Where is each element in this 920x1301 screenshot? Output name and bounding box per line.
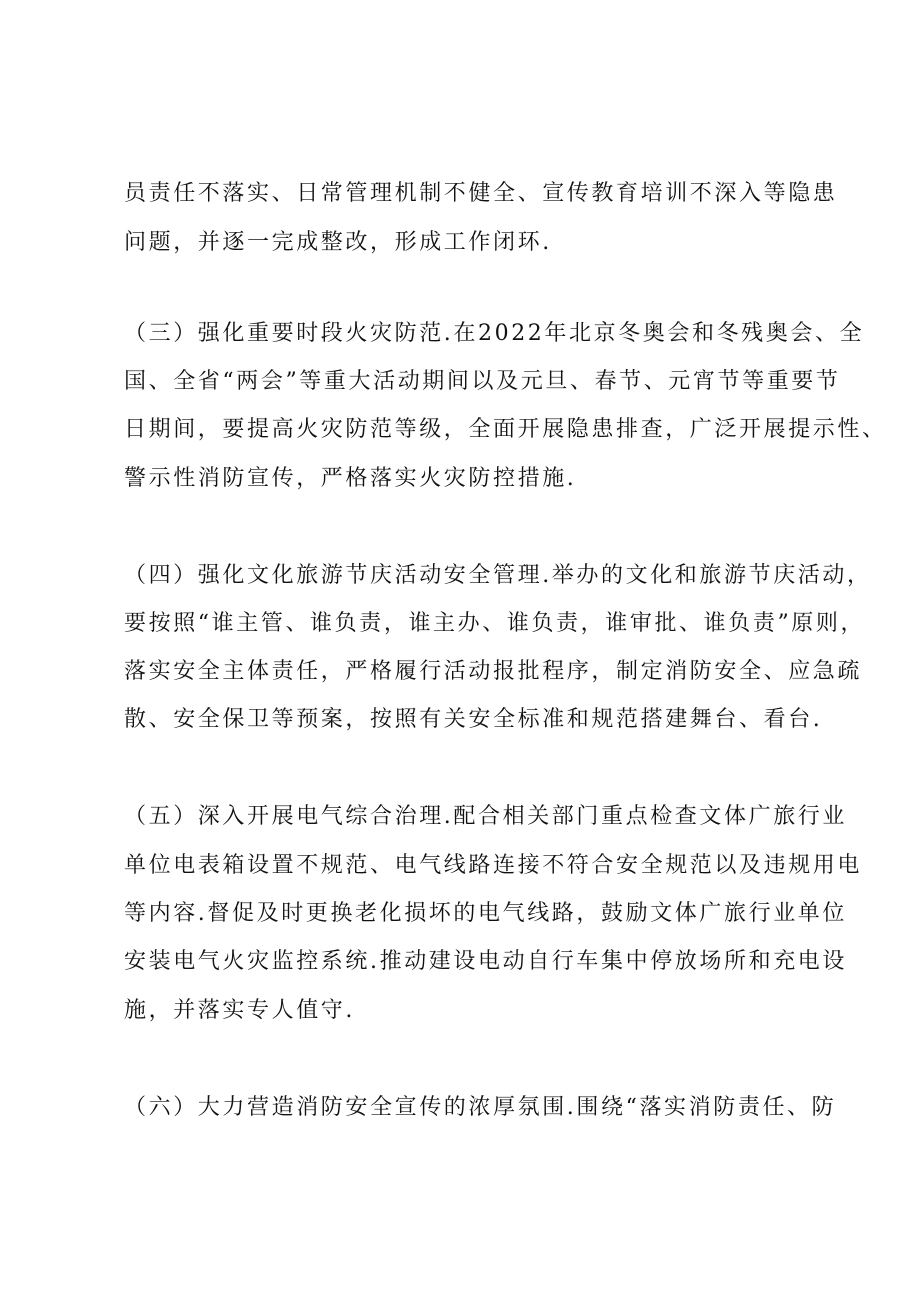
text-line: 散、安全保卫等预案，按照有关安全标准和规范搭建舞台、看台.	[124, 707, 823, 732]
text-line: 落实安全主体责任，严格履行活动报批程序，制定消防安全、应急疏	[124, 659, 863, 684]
text-line: 单位电表箱设置不规范、电气线路连接不符合安全规范以及违规用电	[124, 853, 863, 878]
text-line: 要按照“谁主管、谁负责，谁主办、谁负责，谁审批、谁负责”原则，	[124, 611, 866, 636]
text-line: 施，并落实专人值守.	[124, 998, 355, 1023]
text-line: 问题，并逐一完成整改，形成工作闭环.	[124, 230, 552, 255]
text-line: 国、全省“两会”等重大活动期间以及元旦、春节、元宵节等重要节	[124, 369, 841, 394]
text-line: 安装电气火灾监控系统.推动建设电动自行车集中停放场所和充电设	[124, 949, 847, 974]
text-line: （六）大力营造消防安全宣传的浓厚氛围.围绕“落实消防责任、防	[124, 1095, 837, 1120]
text-line: 警示性消防宣传，严格落实火灾防控措施.	[124, 466, 577, 491]
text-line: （四）强化文化旅游节庆活动安全管理.举办的文化和旅游节庆活动，	[124, 563, 872, 588]
text-line: 员责任不落实、日常管理机制不健全、宣传教育培训不深入等隐患	[124, 181, 838, 206]
text-line: 等内容.督促及时更换老化损坏的电气线路，鼓励文体广旅行业单位	[124, 901, 847, 926]
text-line: （三）强化重要时段火灾防范.在2022年北京冬奥会和冬残奥会、全	[124, 321, 865, 346]
text-line: 日期间，要提高火灾防范等级，全面开展隐患排查，广泛开展提示性、	[124, 417, 887, 442]
text-line: （五）深入开展电气综合治理.配合相关部门重点检查文体广旅行业	[124, 804, 847, 829]
